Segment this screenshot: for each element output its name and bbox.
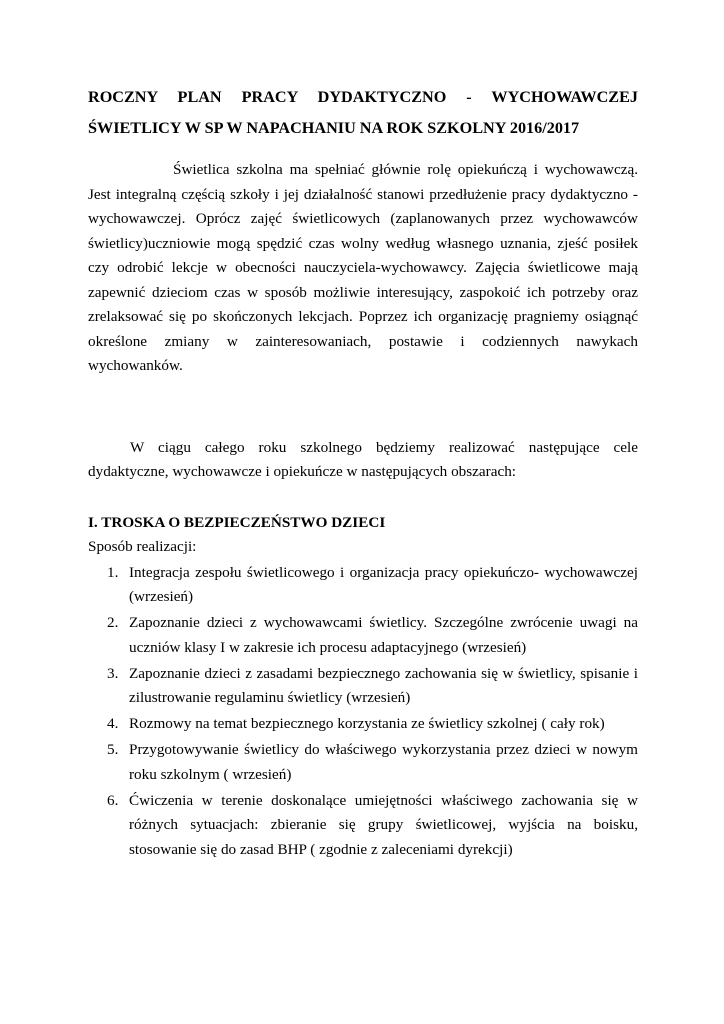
- list-item-number: 4.: [107, 715, 119, 732]
- list-item-number: 6.: [107, 791, 119, 809]
- list-item: [88, 611, 638, 660]
- section-heading: I. TROSKA O BEZPIECZEŃSTWO DZIECI: [88, 513, 386, 531]
- list-item-number: 5.: [107, 741, 119, 758]
- task-list: [88, 561, 638, 863]
- list-item-number: 2.: [107, 614, 119, 631]
- list-item: [88, 738, 638, 787]
- intro-paragraph: Świetlica szkolna ma spełniać głównie rolę opiekuńczą i wychowawczą. Jest integralną częścią szkoły i jej działalność stanowi przedłużenie pracy dydaktyczno - wychowawczej. Oprócz zajęć świetlicowych (zaplanowanych przez wychowawców świetlicy)uczniowie mogą spędzić czas wolny według własnego uznania, zjeść posiłek czy odrobić lekcje w obecności nauczyciela-wychowawcy. Zajęcia świetlicowe mają zapewnić dzieciom czas w sposób możliwie interesujący, zaspokoić ich potrzeby oraz zrelaksować się po skończonych lekcjach. Poprzez ich organizację pragniemy osiągnąć określone zmiany w zainteresowaniach, postawie i codziennych nawykach wychowanków.: [88, 161, 638, 374]
- list-item-text: Przygotowywanie świetlicy do właściwego wykorzystania przez dzieci w nowym roku szkolnym ( wrzesień): [129, 741, 638, 783]
- goals-paragraph: W ciągu całego roku szkolnego będziemy realizować następujące cele dydaktyczne, wychowawcze i opiekuńcze w następujących obszarach:: [88, 438, 638, 480]
- list-item-number: 3.: [107, 664, 119, 682]
- list-item-text: Zapoznanie dzieci z zasadami bezpiecznego zachowania się w świetlicy, spisanie i zilustrowanie regulaminu świetlicy (wrzesień): [129, 664, 638, 706]
- list-item-text: Integracja zespołu świetlicowego i organizacja pracy opiekuńczo- wychowawczej (wrzesień): [129, 563, 638, 605]
- list-item: [88, 789, 638, 863]
- list-item: [88, 662, 638, 711]
- list-item-text: Ćwiczenia w terenie doskonalące umiejętności właściwego zachowania się w różnych sytuacjach: zbieranie się grupy świetlicowej, wyjścia na boisku, stosowanie się do zasad BHP ( zgodnie z zaleceniami dyrekcji): [129, 791, 638, 858]
- list-item: [88, 561, 638, 610]
- list-item-text: Zapoznanie dzieci z wychowawcami świetlicy. Szczególne zwrócenie uwagi na uczniów klasy I w zakresie ich procesu adaptacyjnego (wrzesień): [129, 614, 638, 656]
- list-item-text: Rozmowy na temat bezpiecznego korzystania ze świetlicy szkolnej ( cały rok): [129, 715, 605, 732]
- document-title-line-1: ROCZNY PLAN PRACY DYDAKTYCZNO - WYCHOWAWCZEJ: [88, 88, 638, 106]
- document-title-line-2: ŚWIETLICY W SP W NAPACHANIU NA ROK SZKOLNY 2016/2017: [88, 119, 580, 137]
- list-item: [88, 712, 638, 737]
- method-label: Sposób realizacji:: [88, 538, 197, 555]
- list-item-number: 1.: [107, 563, 119, 581]
